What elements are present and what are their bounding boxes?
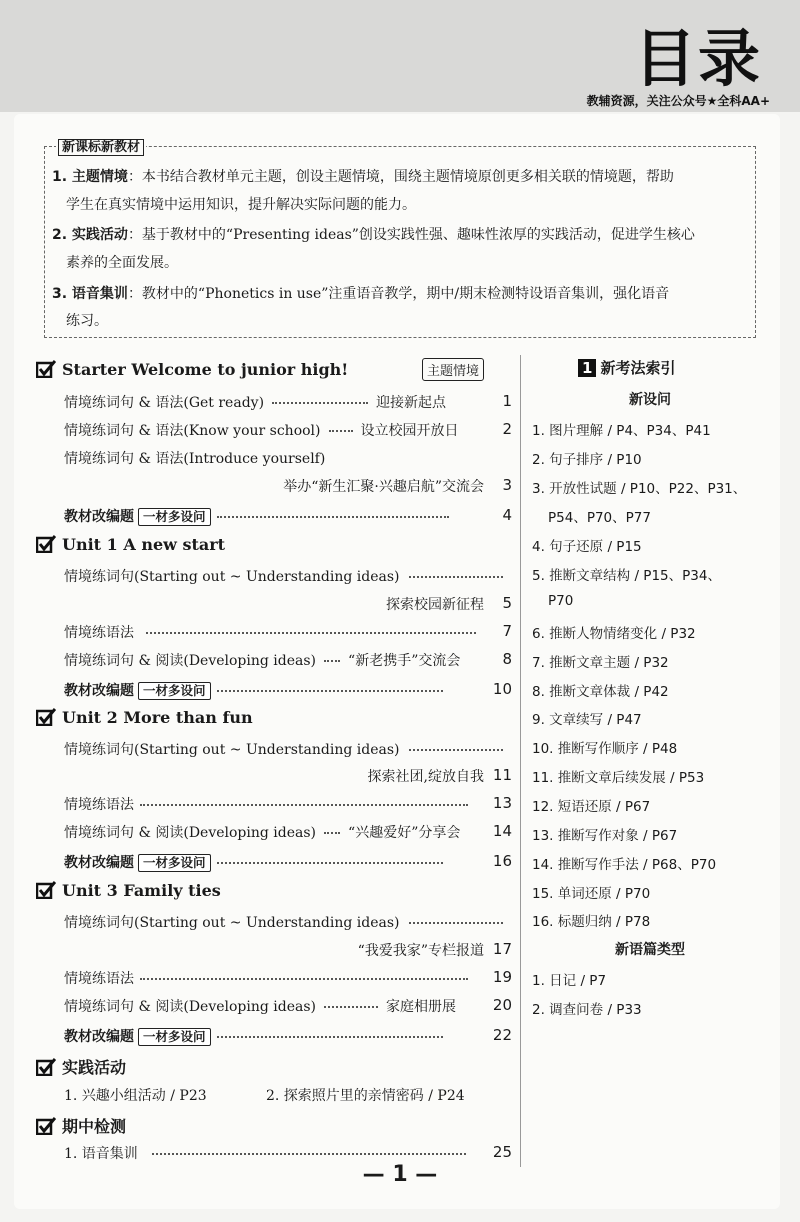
page-number: 16	[492, 852, 512, 870]
check-icon	[36, 360, 56, 378]
page-number: 11	[492, 766, 512, 784]
toc-row-cont: 探索社团,绽放自我	[367, 769, 484, 785]
toc-row[interactable]: 情境练词句(Starting out ~ Understanding ideas)	[64, 912, 510, 932]
toc-row[interactable]: 情境练语法	[64, 968, 510, 988]
intro-tag: 新课标新教材	[56, 136, 146, 155]
intro-item-3: 3. 语音集训：教材中的“Phonetics in use”注重语音教学，期中/期末检测特设语音集训，强化语音	[52, 286, 670, 302]
toc-row[interactable]: 情境练词句 & 语法(Introduce yourself)	[64, 451, 326, 467]
intro-item-2: 2. 实践活动：基于教材中的“Presenting ideas”创设实践性强、趣味性浓厚的实践活动，促进学生核心	[52, 227, 695, 243]
check-icon	[36, 1058, 56, 1076]
index-item[interactable]: 2. 句子排序 / P10	[532, 452, 642, 468]
page-number: 22	[492, 1026, 512, 1044]
unit2-heading: Unit 2 More than fun	[36, 708, 253, 727]
page-number: 13	[492, 794, 512, 812]
index-item[interactable]: 16. 标题归纳 / P78	[532, 914, 651, 930]
page-subtitle: 教辅资源，关注公众号★全科AA+	[586, 94, 770, 108]
tag-badge: 一材多设问	[138, 1028, 211, 1046]
index-item-cont: P70	[548, 593, 574, 609]
toc-row[interactable]: 情境练词句 & 阅读(Developing ideas) “新老携手”交流会	[64, 653, 461, 669]
page-number: 10	[492, 680, 512, 698]
toc-row[interactable]: 1. 语音集训	[64, 1143, 510, 1163]
page-number: 19	[492, 968, 512, 986]
index-section-2: 新语篇类型	[615, 942, 685, 958]
page-footer-number: — 1 —	[362, 1162, 438, 1187]
page-number: 25	[492, 1143, 512, 1161]
index-item[interactable]: 14. 推断写作手法 / P68、P70	[532, 857, 717, 873]
page-number: 3	[502, 476, 512, 494]
intro-item-2-cont: 素养的全面发展。	[66, 255, 178, 271]
toc-row-cont: “我爱我家”专栏报道	[357, 943, 484, 959]
page-number: 7	[502, 622, 512, 640]
toc-row[interactable]: 情境练词句 & 语法(Know your school) 设立校园开放日	[64, 423, 459, 439]
toc-row[interactable]: 情境练词句 & 语法(Get ready) 迎接新起点	[64, 395, 447, 411]
index-item[interactable]: 11. 推断文章后续发展 / P53	[532, 770, 705, 786]
toc-row[interactable]: 教材改编题 一材多设问	[64, 680, 510, 700]
practice-item-2[interactable]: 2. 探索照片里的亲情密码 / P24	[266, 1088, 465, 1104]
column-divider	[520, 355, 521, 1167]
page-number: 1	[502, 392, 512, 410]
tag-badge: 一材多设问	[138, 682, 211, 700]
midterm-heading: 期中检测	[36, 1114, 126, 1137]
page-title: 目录	[633, 22, 762, 95]
index-section-1: 新设问	[629, 392, 671, 408]
check-icon	[36, 1117, 56, 1135]
page-number: 17	[492, 940, 512, 958]
index-heading: 1 新考法索引	[578, 357, 675, 378]
index-item[interactable]: 15. 单词还原 / P70	[532, 886, 651, 902]
index-item[interactable]: 10. 推断写作顺序 / P48	[532, 741, 678, 757]
theme-label: 主题情境	[422, 358, 484, 381]
index-item[interactable]: 5. 推断文章结构 / P15、P34、	[532, 568, 721, 584]
index-item[interactable]: 6. 推断人物情绪变化 / P32	[532, 626, 696, 642]
page-number: 20	[492, 996, 512, 1014]
index-item[interactable]: 3. 开放性试题 / P10、P22、P31、	[532, 481, 747, 497]
toc-row[interactable]: 教材改编题 一材多设问	[64, 852, 510, 872]
index-item[interactable]: 1. 日记 / P7	[532, 973, 607, 989]
tag-badge: 一材多设问	[138, 854, 211, 872]
page-number: 5	[502, 594, 512, 612]
toc-row[interactable]: 情境练词句 & 阅读(Developing ideas) “兴趣爱好”分享会	[64, 825, 461, 841]
check-icon	[36, 708, 56, 726]
toc-row-cont: 举办“新生汇聚·兴趣启航”交流会	[283, 479, 484, 495]
toc-row[interactable]: 情境练词句(Starting out ~ Understanding ideas)	[64, 566, 510, 586]
unit1-heading: Unit 1 A new start	[36, 535, 225, 554]
toc-row[interactable]: 情境练词句 & 阅读(Developing ideas) 家庭相册展	[64, 999, 457, 1015]
index-item[interactable]: 13. 推断写作对象 / P67	[532, 828, 678, 844]
practice-heading: 实践活动	[36, 1055, 126, 1078]
tag-badge: 一材多设问	[138, 508, 211, 526]
practice-item-1[interactable]: 1. 兴趣小组活动 / P23	[64, 1088, 207, 1104]
unit3-heading: Unit 3 Family ties	[36, 881, 221, 900]
toc-row-cont: 探索校园新征程	[386, 597, 484, 613]
toc-row[interactable]: 情境练语法	[64, 794, 510, 814]
index-item[interactable]: 9. 文章续写 / P47	[532, 712, 642, 728]
intro-item-1-cont: 学生在真实情境中运用知识，提升解决实际问题的能力。	[66, 197, 416, 213]
intro-item-1: 1. 主题情境：本书结合教材单元主题，创设主题情境，围绕主题情境原创更多相关联的情境题，帮助	[52, 169, 674, 185]
page-number: 4	[502, 506, 512, 524]
toc-row[interactable]: 情境练词句(Starting out ~ Understanding ideas)	[64, 739, 510, 759]
page-number: 2	[502, 420, 512, 438]
index-item[interactable]: 12. 短语还原 / P67	[532, 799, 651, 815]
index-item[interactable]: 2. 调查问卷 / P33	[532, 1002, 642, 1018]
toc-row[interactable]: 情境练语法	[64, 622, 510, 642]
index-item[interactable]: 7. 推断文章主题 / P32	[532, 655, 669, 671]
starter-heading: Starter Welcome to junior high!	[36, 360, 348, 379]
check-icon	[36, 535, 56, 553]
check-icon	[36, 881, 56, 899]
index-item[interactable]: 1. 图片理解 / P4、P34、P41	[532, 423, 711, 439]
index-item[interactable]: 8. 推断文章体裁 / P42	[532, 684, 669, 700]
toc-row[interactable]: 教材改编题 一材多设问	[64, 506, 510, 526]
toc-row[interactable]: 教材改编题 一材多设问	[64, 1026, 510, 1046]
index-item-cont: P54、P70、P77	[548, 510, 651, 526]
intro-item-3-cont: 练习。	[66, 313, 108, 329]
page-number: 14	[492, 822, 512, 840]
page-number: 8	[502, 650, 512, 668]
index-item[interactable]: 4. 句子还原 / P15	[532, 539, 642, 555]
